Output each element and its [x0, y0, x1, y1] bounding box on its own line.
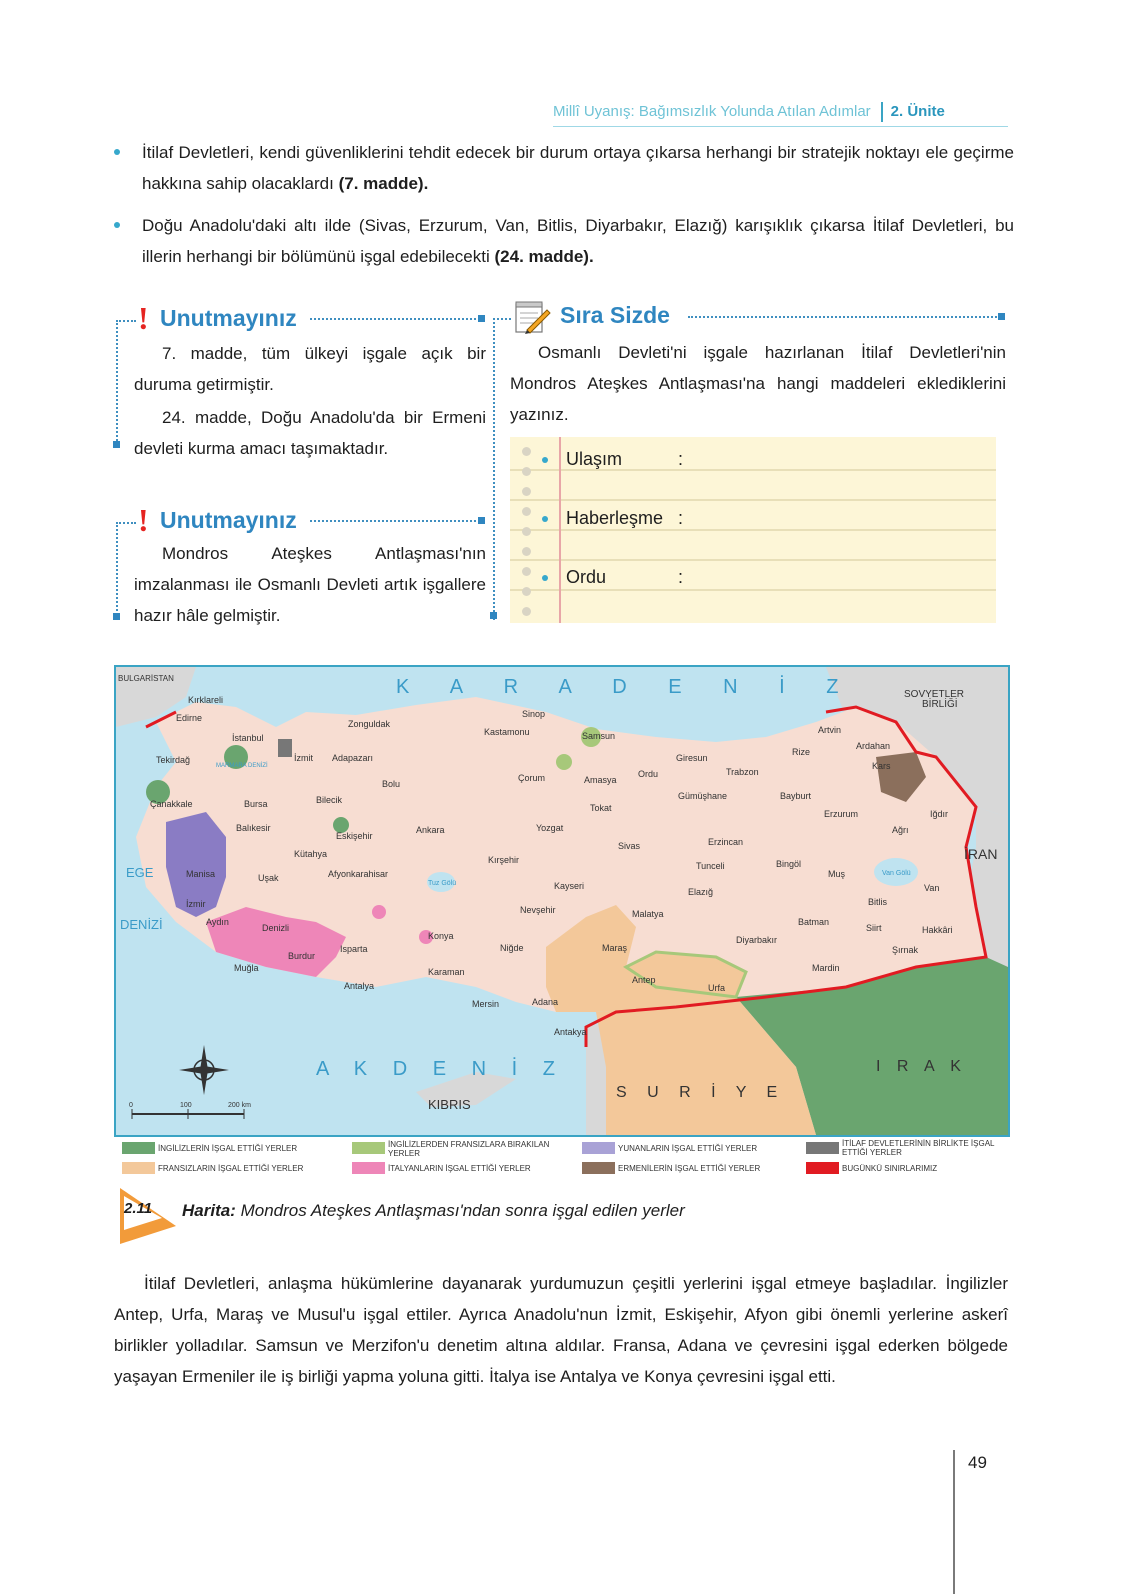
map-legend [122, 1138, 1006, 1182]
city-label: İzmir [186, 899, 206, 909]
city-label: Kırşehir [488, 855, 520, 865]
city-label: Maraş [602, 943, 628, 953]
legend-label: İTALYANLARIN İŞGAL ETTİĞİ YERLER [388, 1164, 531, 1173]
header-divider [881, 102, 883, 122]
header-unit: 2. Ünite [890, 102, 945, 120]
city-label: Amasya [584, 775, 617, 785]
body-paragraph [114, 1268, 1008, 1392]
bullet-item [114, 137, 1014, 199]
figure-number: 2.11 [124, 1200, 153, 1217]
legend-swatch [122, 1142, 155, 1154]
scale-label: 0 [129, 1102, 133, 1109]
city-label: Siirt [866, 923, 882, 933]
city-label: Tekirdağ [156, 755, 191, 765]
city-label: Burdur [288, 951, 316, 961]
bullet-ref: (24. madde). [494, 247, 594, 266]
legend-label: İNGİLİZLERDEN FRANSIZLARA BIRAKILAN YERLER [388, 1140, 550, 1158]
sea-label-akdeniz: A K D E N İ Z [316, 1058, 565, 1080]
country-label: BULGARİSTAN [118, 674, 174, 683]
legend-swatch [352, 1142, 385, 1154]
city-label: Hakkâri [922, 925, 953, 935]
caption-label: Harita: [182, 1201, 236, 1220]
city-label: Konya [428, 931, 454, 941]
city-label: Bitlis [868, 897, 888, 907]
bullet-dot [114, 149, 120, 155]
note-paragraph: 24. madde, Doğu Anadolu'da bir Ermeni devleti kurma amacı taşımaktadır. [134, 408, 486, 458]
city-label: Aydın [206, 917, 229, 927]
city-label: Nevşehir [520, 905, 556, 915]
city-label: Van [924, 883, 940, 893]
colon: : [678, 567, 684, 587]
page-number: 49 [968, 1453, 987, 1472]
city-label: Kütahya [294, 849, 328, 859]
legend-label: FRANSIZLARIN İŞGAL ETTİĞİ YERLER [158, 1164, 304, 1173]
city-label: Antep [632, 975, 656, 985]
legend-label: YUNANLARIN İŞGAL ETTİĞİ YERLER [618, 1144, 758, 1153]
city-label: Bursa [244, 799, 268, 809]
city-label: Trabzon [726, 767, 759, 777]
city-label: Malatya [632, 909, 664, 919]
note-title: Unutmayınız [160, 507, 297, 533]
note-paragraph: Mondros Ateşkes Antlaşması'nın imzalanması ile Osmanlı Devleti artık işgallere hazır hâle gelmiştir. [134, 544, 486, 625]
answer-item-label: Ordu [566, 567, 607, 587]
lake-label-van: Van Gölü [882, 870, 911, 877]
city-label: Ordu [638, 769, 659, 779]
legend-label: BUGÜNKÜ SINIRLARIMIZ [842, 1164, 938, 1173]
bullet-text: Doğu Anadolu'daki altı ilde (Sivas, Erzurum, Van, Bitlis, Diyarbakır, Elazığ) karışıklık çıkarsa İtilaf Devletleri, bu illerin herhangi bir bölümünü işgal edebilecekti [142, 216, 1014, 266]
city-label: Iğdır [930, 809, 949, 819]
country-label: SOVYETLER [904, 689, 965, 700]
city-label: Samsun [582, 731, 616, 741]
country-label: İRAN [964, 846, 998, 862]
exclamation-icon: ! [138, 300, 149, 336]
bullet-text: İtilaf Devletleri, kendi güvenliklerini tehdit edecek bir durum ortaya çıkarsa herhangi bir stratejik noktayı ele geçirme hakkına sahip olacaklardı [142, 143, 1014, 193]
city-label: Urfa [708, 983, 726, 993]
city-label: Çanakkale [150, 799, 193, 809]
city-label: Kastamonu [484, 727, 530, 737]
city-label: Rize [792, 747, 811, 757]
city-label: Muğla [234, 963, 259, 973]
bullet-ref: (7. madde). [338, 174, 429, 193]
legend-swatch [806, 1142, 839, 1154]
note-box-1 [114, 300, 490, 458]
legend-label: İTİLAF DEVLETLERİNİN BİRLİKTE İŞGAL ETTİĞİ YERLER [842, 1139, 995, 1157]
city-label: Ardahan [856, 741, 891, 751]
sea-label-ege: EGE [126, 865, 154, 880]
sea-label-ege-2: DENİZİ [120, 917, 163, 932]
legend-swatch [352, 1162, 385, 1174]
lake-label-tuz: Tuz Gölü [428, 880, 457, 887]
city-label: İstanbul [232, 733, 264, 743]
city-label: Tunceli [696, 861, 725, 871]
legend-swatch [582, 1142, 615, 1154]
page-number-rule [953, 1450, 955, 1594]
city-label: Afyonkarahisar [328, 869, 389, 879]
legend-label: İNGİLİZLERİN İŞGAL ETTİĞİ YERLER [158, 1144, 298, 1153]
note-paragraph: 7. madde, tüm ülkeyi işgale açık bir duruma getirmiştir. [134, 344, 486, 394]
body-text: İtilaf Devletleri, anlaşma hükümlerine dayanarak yurdumuzun çeşitli yerlerini işgal etmeye başladılar. İngilizler Antep, Urfa, Maraş ve Musul'u işgal ettiler. Ayrıca Anadolu'nun İzmit, Eskişehir, Afyon gibi önemli yerlerine askerî birlikler yolladılar. Samsun ve Merzifon'u denetim altına aldılar. Fransa, Adana ve çevresini işgal ederken bölgede yaşayan Ermeniler ile iş birliği yapma yoluna gitti. İtalya ise Antalya ve Konya çevresini işgal etti. [114, 1274, 1008, 1386]
running-header [553, 102, 945, 122]
city-label: Bolu [382, 779, 401, 789]
answer-item-label: Haberleşme [566, 508, 664, 528]
city-label: Karaman [428, 967, 465, 977]
city-label: Ankara [416, 825, 445, 835]
country-label: I R A K [876, 1058, 967, 1075]
legend-swatch [122, 1162, 155, 1174]
country-label: BİRLİĞİ [922, 699, 958, 710]
city-label: Niğde [500, 943, 524, 953]
header-title: Millî Uyanış: Bağımsızlık Yolunda Atılan Adımlar [553, 102, 871, 120]
scale-label: 100 [180, 1102, 192, 1109]
city-label: Bayburt [780, 791, 812, 801]
legend-swatch [582, 1162, 615, 1174]
city-label: Giresun [676, 753, 708, 763]
city-label: Diyarbakır [736, 935, 778, 945]
city-label: Adapazarı [332, 753, 374, 763]
city-label: Edirne [176, 713, 203, 723]
city-label: Balıkesir [236, 823, 271, 833]
city-label: Kayseri [554, 881, 585, 891]
country-label: KIBRIS [428, 1097, 471, 1112]
city-label: Manisa [186, 869, 216, 879]
bullet-item [114, 210, 1014, 272]
city-label: Erzincan [708, 837, 744, 847]
sira-sizde-question: Osmanlı Devleti'ni işgale hazırlanan İtilaf Devletleri'nin Mondros Ateşkes Antlaşması'na hangi maddeleri eklediklerini yazınız. [510, 343, 1006, 424]
city-label: Sinop [522, 709, 546, 719]
sea-label-karadeniz: K A R A D E N İ Z [396, 676, 857, 698]
legend-label: ERMENİLERİN İŞGAL ETTİĞİ YERLER [618, 1164, 761, 1173]
city-label: Gümüşhane [678, 791, 728, 801]
figure-caption [182, 1201, 685, 1221]
bullet-dot [114, 222, 120, 228]
city-label: Isparta [340, 944, 368, 954]
city-label: Sivas [618, 841, 641, 851]
city-label: Antalya [344, 981, 375, 991]
colon: : [678, 449, 684, 469]
occupation-map [114, 665, 1010, 1137]
sira-sizde-title: Sıra Sizde [560, 302, 670, 328]
city-label: Bingöl [776, 859, 802, 869]
pencil-notepad-icon [513, 300, 551, 334]
note-box-2 [114, 502, 490, 625]
city-label: Uşak [258, 873, 279, 883]
city-label: Zonguldak [348, 719, 391, 729]
answer-item-label: Ulaşım [566, 449, 623, 469]
city-label: Tokat [590, 803, 612, 813]
city-label: Artvin [818, 725, 842, 735]
city-label: Antakya [554, 1027, 587, 1037]
country-label: S U R İ Y E [616, 1084, 786, 1101]
city-label: Mersin [472, 999, 500, 1009]
caption-text: Mondros Ateşkes Antlaşması'ndan sonra işgal edilen yerler [240, 1201, 685, 1220]
city-label: İzmit [294, 753, 313, 763]
note-title: Unutmayınız [160, 305, 297, 331]
list-bullet [542, 516, 548, 522]
header-rule [553, 126, 1008, 127]
list-bullet [542, 575, 548, 581]
city-label: Mardin [812, 963, 840, 973]
scale-label: 200 km [228, 1102, 251, 1109]
city-label: Adana [532, 997, 559, 1007]
city-label: Ağrı [892, 825, 909, 835]
city-label: Bilecik [316, 795, 343, 805]
city-label: Muş [828, 869, 846, 879]
colon: : [678, 508, 684, 528]
city-label: Batman [798, 917, 830, 927]
city-label: Denizli [262, 923, 290, 933]
sea-label-marmara: MARMARA DENİZİ [216, 763, 268, 769]
legend-swatch [806, 1162, 839, 1174]
exclamation-icon: ! [138, 502, 149, 538]
city-label: Elazığ [688, 887, 714, 897]
list-bullet [542, 457, 548, 463]
city-label: Şırnak [892, 945, 919, 955]
city-label: Kırklareli [188, 695, 224, 705]
city-label: Eskişehir [336, 831, 373, 841]
city-label: Çorum [518, 773, 546, 783]
city-label: Yozgat [536, 823, 564, 833]
city-label: Erzurum [824, 809, 859, 819]
city-label: Kars [872, 761, 891, 771]
